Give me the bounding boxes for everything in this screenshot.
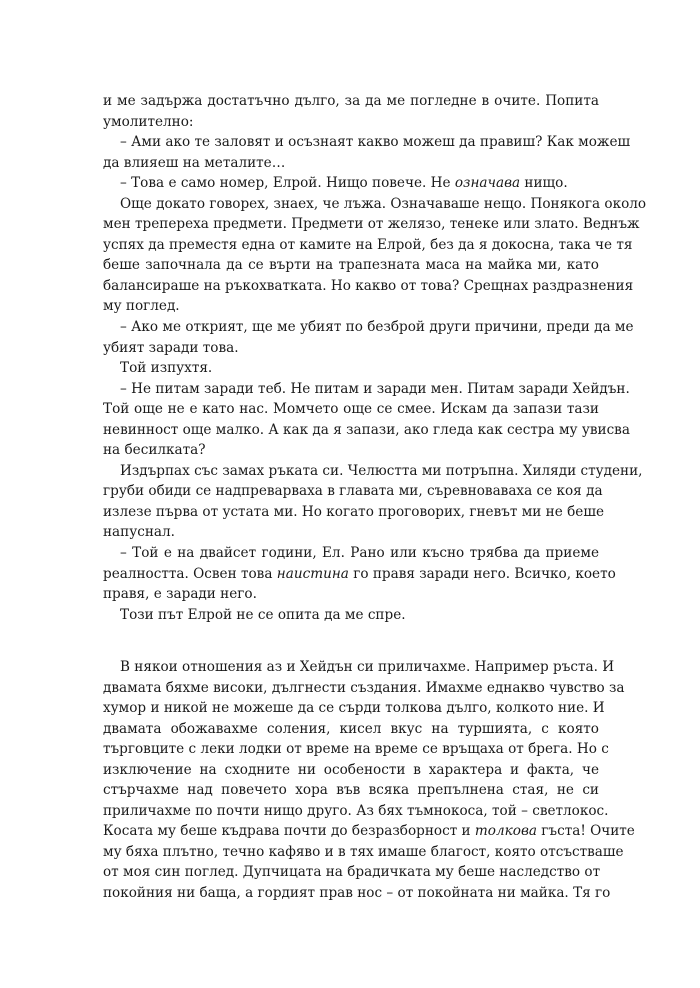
text-line: излезе първа от устата ми. Но когато проговорих, гневът ми не беше [103, 503, 605, 520]
text-line: – Ако ме открият, ще ме убият по безброй други причини, преди да ме [120, 319, 634, 336]
text-line: му поглед. [103, 298, 180, 315]
text-line: и ме задържа достатъчно дълго, за да ме погледне в очите. Попита [103, 93, 599, 109]
text-line: търговците с леки лодки от време на време се връщаха от брега. Но с [103, 741, 609, 758]
text-line: двамата бяхме високи, дългнести създания. Имахме еднакво чувство за [103, 679, 625, 696]
text-line: Той още не е като нас. Момчето още се смее. Искам да запази тази [103, 401, 599, 418]
text-run: реалността. Освен това [103, 565, 277, 582]
text-line: успях да преместя една от камите на Елрой, без да я докосна, така че тя [103, 236, 633, 253]
emphasis-text: толкова [474, 823, 537, 840]
text-line: – Ами ако те заловят и осъзнаят какво можеш да правиш? Как можеш [120, 134, 631, 151]
text-line: умолително: [103, 113, 194, 130]
text-line: да влияеш на металите… [103, 154, 286, 171]
text-line [103, 821, 635, 842]
text-line: приличахме по почти нищо друго. Аз бях тъмнокоса, той – светлокос. [103, 802, 609, 819]
text-line: изключение на сходните ни особености в характера и факта, че [103, 761, 599, 778]
text-line: Той изпухтя. [120, 360, 213, 377]
text-line: Издърпах със замах ръката си. Челюстта ми потръпна. Хиляди студени, [120, 462, 643, 479]
text-run: гъста! Очите [536, 823, 635, 840]
text-run: нищо. [520, 175, 568, 192]
text-line [103, 173, 599, 194]
text-line: стърчахме над повечето хора във всяка препълнена стая, не си [103, 782, 599, 799]
text-run: Косата му беше къдрава почти до безразборност и [103, 823, 475, 840]
emphasis-text: означава [454, 175, 521, 192]
text-run: го правя заради него. Всичко, което [348, 565, 616, 582]
text-line: беше започнала да се върти на трапезната маса на майка ми, като [103, 257, 599, 274]
text-line: му бяха плътно, течно кафяво и в тях имаше благост, която отсъстваше [103, 843, 624, 860]
text-line: груби обиди се надпреварваха в главата ми, съревноваваха се коя да [103, 483, 603, 500]
text-line: на бесилката? [103, 442, 206, 459]
text-line: невинност още малко. А как да я запази, ако гледа как сестра му увисва [103, 421, 630, 438]
text-line: Още докато говорех, знаех, че лъжа. Означаваше нещо. Понякога около [120, 195, 647, 212]
text-section-first [103, 91, 647, 625]
text-line [103, 564, 616, 585]
text-line: от моя син поглед. Дупчицата на брадичката му беше наследство от [103, 864, 601, 881]
text-line: мен трепереха предмети. Предмети от желязо, тенеке или злато. Веднъж [103, 216, 640, 233]
text-line: правя, е заради него. [103, 586, 257, 603]
text-line: – Не питам заради теб. Не питам и заради мен. Питам заради Хейдън. [120, 380, 630, 397]
text-section-second [103, 657, 635, 904]
text-line: хумор и никой не можеше да се сърди толкова дълго, колкото ние. И [103, 700, 605, 717]
text-line: убият заради това. [103, 339, 239, 356]
text-run: – Това е само номер, Елрой. Нищо повече. Не [120, 175, 455, 192]
text-line: Този път Елрой не се опита да ме спре. [120, 606, 406, 623]
text-line: балансираше на ръкохватката. Но какво от това? Срещнах раздразнения [103, 277, 634, 294]
text-line: В някои отношения аз и Хейдън си приличахме. Например ръста. И [120, 659, 615, 675]
text-line: покойния ни баща, а гордият прав нос – от покойната ни майка. Тя го [103, 885, 611, 902]
text-line: напуснал. [103, 524, 175, 541]
text-line: – Той е на двайсет години, Ел. Рано или късно трябва да приеме [120, 545, 599, 562]
emphasis-text: наистина [276, 565, 349, 582]
text-line: двамата обожавахме соления, кисел вкус на туршията, с която [103, 720, 599, 737]
